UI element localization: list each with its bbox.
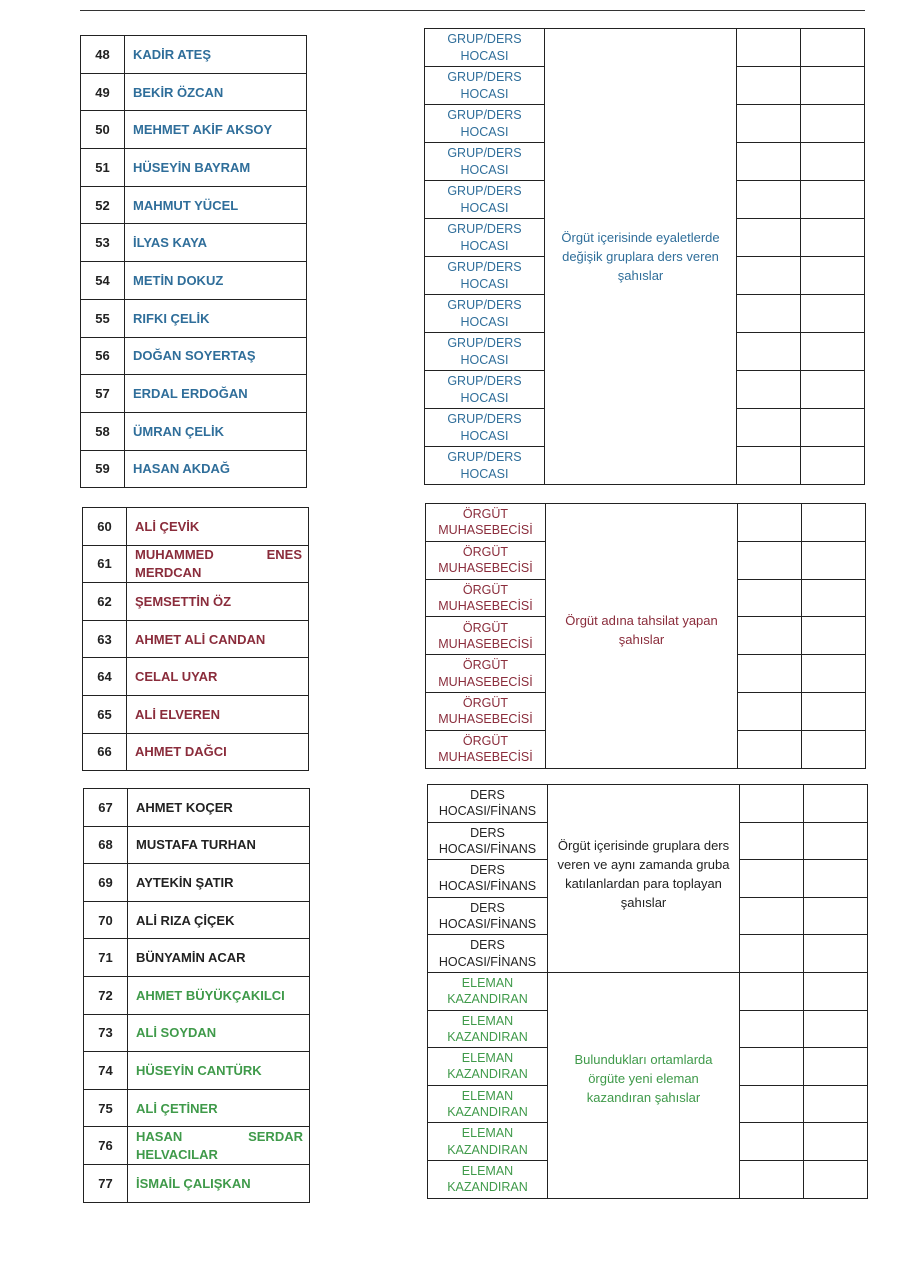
- row-number: 67: [84, 789, 128, 827]
- role-cell: ÖRGÜT MUHASEBECİSİ: [426, 579, 546, 617]
- person-name: ERDAL ERDOĞAN: [125, 375, 307, 413]
- role-cell: DERS HOCASI/FİNANS: [428, 860, 548, 898]
- group-description: Bulundukları ortamlarda örgüte yeni eleman kazandıran şahıslar: [548, 972, 740, 1198]
- table-row: [81, 73, 307, 111]
- table-row: [81, 299, 307, 337]
- row-number: 71: [84, 939, 128, 977]
- empty-cell: [737, 143, 801, 181]
- roles-table-group-2: [425, 503, 866, 769]
- role-cell: GRUP/DERS HOCASI: [425, 371, 545, 409]
- row-number: 48: [81, 36, 125, 74]
- person-name: ALİ RIZA ÇİÇEK: [128, 901, 310, 939]
- row-number: 54: [81, 262, 125, 300]
- role-cell: ÖRGÜT MUHASEBECİSİ: [426, 617, 546, 655]
- person-name: BEKİR ÖZCAN: [125, 73, 307, 111]
- empty-cell: [740, 972, 804, 1010]
- empty-cell: [804, 785, 868, 823]
- table-row: [84, 1052, 310, 1090]
- row-number: 64: [83, 658, 127, 696]
- table-row: [84, 789, 310, 827]
- empty-cell: [802, 541, 866, 579]
- role-cell: GRUP/DERS HOCASI: [425, 181, 545, 219]
- row-number: 50: [81, 111, 125, 149]
- role-cell: ÖRGÜT MUHASEBECİSİ: [426, 730, 546, 768]
- role-cell: ELEMAN KAZANDIRAN: [428, 1123, 548, 1161]
- role-cell: GRUP/DERS HOCASI: [425, 67, 545, 105]
- role-cell: GRUP/DERS HOCASI: [425, 257, 545, 295]
- row-number: 68: [84, 826, 128, 864]
- row-number: 74: [84, 1052, 128, 1090]
- name-part: MUHAMMED: [135, 547, 214, 563]
- empty-cell: [737, 219, 801, 257]
- empty-cell: [804, 935, 868, 973]
- group-description: Örgüt içerisinde gruplara ders veren ve aynı zamanda gruba katılanlardan para toplayan şahıslar: [548, 785, 740, 973]
- table-row: [83, 620, 309, 658]
- table-row: [84, 1089, 310, 1127]
- empty-cell: [804, 1048, 868, 1086]
- empty-cell: [740, 897, 804, 935]
- group-description: Örgüt adına tahsilat yapan şahıslar: [546, 504, 738, 769]
- person-name: METİN DOKUZ: [125, 262, 307, 300]
- person-name: AYTEKİN ŞATIR: [128, 864, 310, 902]
- table-row: [81, 412, 307, 450]
- table-row: [84, 864, 310, 902]
- empty-cell: [801, 333, 865, 371]
- person-name: İLYAS KAYA: [125, 224, 307, 262]
- row-number: 76: [84, 1127, 128, 1165]
- person-name: HÜSEYİN BAYRAM: [125, 149, 307, 187]
- role-cell: DERS HOCASI/FİNANS: [428, 897, 548, 935]
- role-cell: ÖRGÜT MUHASEBECİSİ: [426, 504, 546, 542]
- name-part: SERDAR: [248, 1129, 303, 1145]
- names-table-group-3-4: [83, 788, 310, 1203]
- role-cell: GRUP/DERS HOCASI: [425, 295, 545, 333]
- role-cell: ELEMAN KAZANDIRAN: [428, 1048, 548, 1086]
- table-row: [81, 337, 307, 375]
- row-number: 61: [83, 545, 127, 583]
- role-cell: GRUP/DERS HOCASI: [425, 143, 545, 181]
- group-description: Örgüt içerisinde eyaletlerde değişik gruplara ders veren şahıslar: [545, 29, 737, 485]
- names-table-group-2: [82, 507, 309, 771]
- empty-cell: [804, 972, 868, 1010]
- empty-cell: [802, 730, 866, 768]
- role-cell: ELEMAN KAZANDIRAN: [428, 1010, 548, 1048]
- row-number: 49: [81, 73, 125, 111]
- empty-cell: [738, 655, 802, 693]
- table-row: [81, 186, 307, 224]
- empty-cell: [801, 409, 865, 447]
- table-row: [83, 545, 309, 583]
- empty-cell: [737, 105, 801, 143]
- table-row: [81, 375, 307, 413]
- person-name: CELAL UYAR: [127, 658, 309, 696]
- role-cell: ELEMAN KAZANDIRAN: [428, 972, 548, 1010]
- row-number: 65: [83, 695, 127, 733]
- table-row: [84, 976, 310, 1014]
- role-cell: ÖRGÜT MUHASEBECİSİ: [426, 541, 546, 579]
- row-number: 63: [83, 620, 127, 658]
- name-part: HASAN: [136, 1129, 183, 1145]
- person-name: AHMET BÜYÜKÇAKILCI: [128, 976, 310, 1014]
- row-number: 58: [81, 412, 125, 450]
- person-name: [128, 1127, 310, 1165]
- empty-cell: [740, 935, 804, 973]
- person-name: ALİ ÇEVİK: [127, 508, 309, 546]
- row-number: 51: [81, 149, 125, 187]
- role-cell: GRUP/DERS HOCASI: [425, 105, 545, 143]
- empty-cell: [801, 29, 865, 67]
- role-cell: GRUP/DERS HOCASI: [425, 447, 545, 485]
- row-number: 62: [83, 583, 127, 621]
- empty-cell: [737, 333, 801, 371]
- empty-cell: [740, 1048, 804, 1086]
- empty-cell: [801, 105, 865, 143]
- empty-cell: [738, 617, 802, 655]
- table-row: [83, 583, 309, 621]
- row-number: 52: [81, 186, 125, 224]
- empty-cell: [738, 579, 802, 617]
- empty-cell: [804, 1160, 868, 1198]
- empty-cell: [804, 1123, 868, 1161]
- row-number: 56: [81, 337, 125, 375]
- row-number: 75: [84, 1089, 128, 1127]
- table-row: [425, 29, 865, 67]
- empty-cell: [740, 1123, 804, 1161]
- role-cell: ELEMAN KAZANDIRAN: [428, 1085, 548, 1123]
- role-cell: GRUP/DERS HOCASI: [425, 29, 545, 67]
- person-name: AHMET DAĞCI: [127, 733, 309, 771]
- person-name: MUSTAFA TURHAN: [128, 826, 310, 864]
- empty-cell: [737, 371, 801, 409]
- roles-table-group-1: [424, 28, 865, 485]
- empty-cell: [738, 692, 802, 730]
- role-cell: ÖRGÜT MUHASEBECİSİ: [426, 692, 546, 730]
- name-part: ENES: [266, 547, 302, 563]
- person-name: ALİ ÇETİNER: [128, 1089, 310, 1127]
- table-row: [81, 36, 307, 74]
- row-number: 53: [81, 224, 125, 262]
- row-number: 60: [83, 508, 127, 546]
- table-row: [81, 149, 307, 187]
- empty-cell: [801, 143, 865, 181]
- empty-cell: [740, 860, 804, 898]
- row-number: 66: [83, 733, 127, 771]
- person-name: [127, 545, 309, 583]
- empty-cell: [802, 504, 866, 542]
- role-cell: DERS HOCASI/FİNANS: [428, 935, 548, 973]
- empty-cell: [804, 860, 868, 898]
- empty-cell: [802, 579, 866, 617]
- role-cell: GRUP/DERS HOCASI: [425, 409, 545, 447]
- empty-cell: [804, 822, 868, 860]
- empty-cell: [738, 541, 802, 579]
- role-cell: ELEMAN KAZANDIRAN: [428, 1160, 548, 1198]
- person-name: ALİ SOYDAN: [128, 1014, 310, 1052]
- person-name: DOĞAN SOYERTAŞ: [125, 337, 307, 375]
- empty-cell: [737, 447, 801, 485]
- table-row: [81, 262, 307, 300]
- row-number: 57: [81, 375, 125, 413]
- table-row: [81, 111, 307, 149]
- person-name: İSMAİL ÇALIŞKAN: [128, 1164, 310, 1202]
- empty-cell: [737, 409, 801, 447]
- row-number: 72: [84, 976, 128, 1014]
- person-name: ÜMRAN ÇELİK: [125, 412, 307, 450]
- person-name: MAHMUT YÜCEL: [125, 186, 307, 224]
- name-part: HELVACILAR: [136, 1146, 218, 1162]
- role-cell: ÖRGÜT MUHASEBECİSİ: [426, 655, 546, 693]
- person-name: AHMET ALİ CANDAN: [127, 620, 309, 658]
- empty-cell: [740, 1160, 804, 1198]
- table-row: [84, 939, 310, 977]
- person-name: MEHMET AKİF AKSOY: [125, 111, 307, 149]
- row-number: 77: [84, 1164, 128, 1202]
- empty-cell: [740, 1085, 804, 1123]
- row-number: 73: [84, 1014, 128, 1052]
- empty-cell: [737, 295, 801, 333]
- empty-cell: [801, 257, 865, 295]
- empty-cell: [801, 447, 865, 485]
- table-row: [81, 224, 307, 262]
- empty-cell: [740, 1010, 804, 1048]
- role-cell: GRUP/DERS HOCASI: [425, 219, 545, 257]
- empty-cell: [801, 295, 865, 333]
- role-cell: DERS HOCASI/FİNANS: [428, 785, 548, 823]
- table-row: [83, 508, 309, 546]
- empty-cell: [804, 1010, 868, 1048]
- person-name: HASAN AKDAĞ: [125, 450, 307, 488]
- person-name: BÜNYAMİN ACAR: [128, 939, 310, 977]
- empty-cell: [738, 504, 802, 542]
- table-row: [84, 1164, 310, 1202]
- table-row: [83, 733, 309, 771]
- row-number: 70: [84, 901, 128, 939]
- empty-cell: [804, 897, 868, 935]
- role-cell: DERS HOCASI/FİNANS: [428, 822, 548, 860]
- row-number: 55: [81, 299, 125, 337]
- table-row: [428, 785, 868, 823]
- person-name: KADİR ATEŞ: [125, 36, 307, 74]
- empty-cell: [801, 219, 865, 257]
- empty-cell: [802, 617, 866, 655]
- person-name: HÜSEYİN CANTÜRK: [128, 1052, 310, 1090]
- top-rule: [80, 10, 865, 11]
- person-name: AHMET KOÇER: [128, 789, 310, 827]
- empty-cell: [737, 29, 801, 67]
- table-row: [84, 1014, 310, 1052]
- empty-cell: [737, 257, 801, 295]
- empty-cell: [802, 655, 866, 693]
- empty-cell: [801, 67, 865, 105]
- empty-cell: [740, 785, 804, 823]
- table-row: [84, 826, 310, 864]
- empty-cell: [738, 730, 802, 768]
- table-row: [84, 1127, 310, 1165]
- table-row: [83, 695, 309, 733]
- table-row: [426, 504, 866, 542]
- table-row: [428, 972, 868, 1010]
- names-table-group-1: [80, 35, 307, 488]
- person-name: ŞEMSETTİN ÖZ: [127, 583, 309, 621]
- name-part: MERDCAN: [135, 564, 202, 580]
- roles-table-group-3-4: [427, 784, 868, 1199]
- empty-cell: [737, 67, 801, 105]
- row-number: 69: [84, 864, 128, 902]
- empty-cell: [801, 181, 865, 219]
- empty-cell: [801, 371, 865, 409]
- role-cell: GRUP/DERS HOCASI: [425, 333, 545, 371]
- person-name: RIFKI ÇELİK: [125, 299, 307, 337]
- empty-cell: [737, 181, 801, 219]
- table-row: [83, 658, 309, 696]
- empty-cell: [740, 822, 804, 860]
- person-name: ALİ ELVEREN: [127, 695, 309, 733]
- empty-cell: [804, 1085, 868, 1123]
- table-row: [84, 901, 310, 939]
- table-row: [81, 450, 307, 488]
- row-number: 59: [81, 450, 125, 488]
- empty-cell: [802, 692, 866, 730]
